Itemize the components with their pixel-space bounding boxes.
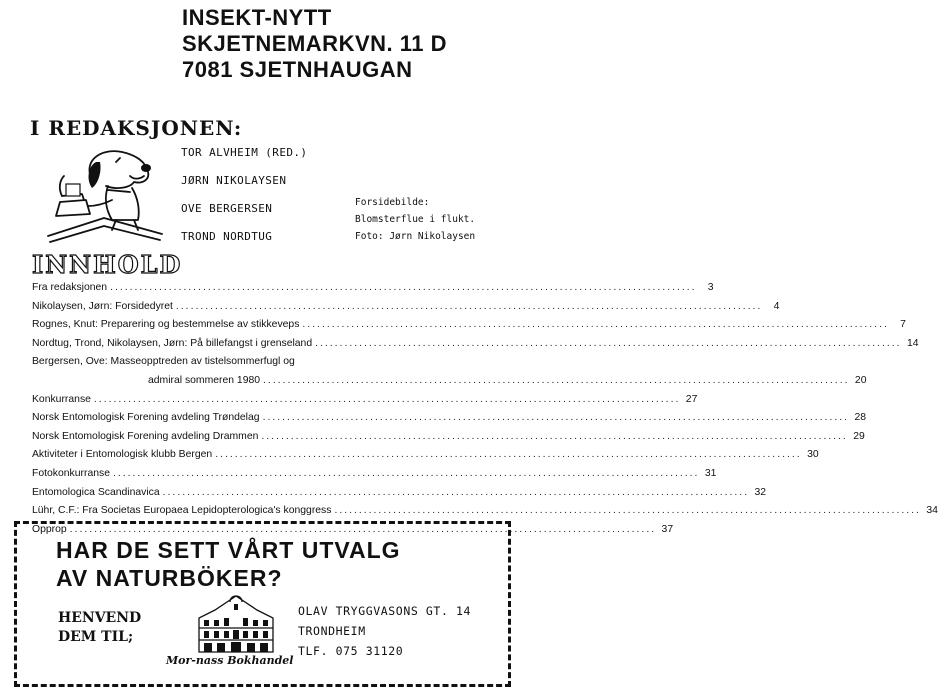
toc-entry-title: Entomologica Scandinavica <box>32 486 160 498</box>
toc-entry-title: admiral sommeren 1980 <box>148 374 261 386</box>
cover-label: Forsidebilde: <box>355 197 430 208</box>
toc-leader: ........................................................................................................................ <box>315 337 902 349</box>
toc-entry <box>32 486 767 506</box>
toc-entry <box>32 393 698 413</box>
toc-leader: ........................................................................................................................ <box>261 430 848 442</box>
toc-entry-title: Norsk Entomologisk Forening avdeling Drammen <box>32 430 259 442</box>
ad-contact-line-2: DEM TIL; <box>58 629 134 645</box>
toc-leader: ........................................................................................................................ <box>262 412 849 424</box>
ad-contact-line-1: HENVEND <box>58 610 142 626</box>
toc-entry-title: Norsk Entomologisk Forening avdeling Trøndelag <box>32 412 260 424</box>
toc-entry <box>32 282 714 301</box>
toc-entry-title: Nordtug, Trond, Nikolaysen, Jørn: På billefangst i grenseland <box>32 337 313 349</box>
toc-leader: ........................................................................................................................ <box>110 282 697 293</box>
editorial-title: I REDAKSJONEN: <box>30 116 243 140</box>
toc-leader: ........................................................................................................................ <box>175 300 763 312</box>
toc-entry-page: 28 <box>854 412 866 424</box>
toc-entry-page: 37 <box>661 523 674 535</box>
address-line-1: INSEKT-NYTT <box>182 5 332 30</box>
toc-leader: ........................................................................................................................ <box>334 505 921 517</box>
toc-entry-page: 29 <box>853 430 865 442</box>
staff-member: TROND NORDTUG <box>181 230 273 243</box>
toc-entry-title: Lühr, C.F.: Fra Societas Europaea Lepidopterologica's konggress <box>32 505 332 517</box>
toc-entry <box>32 319 906 338</box>
toc-entry-title: Fra redaksjonen <box>32 282 108 293</box>
address-line-3: 7081 SJETNHAUGAN <box>182 57 413 82</box>
toc-entry-page: 14 <box>907 337 919 349</box>
toc-entry-page: 3 <box>707 282 714 293</box>
toc-entry <box>32 412 866 431</box>
toc-entry <box>32 430 865 450</box>
staff-member: OVE BERGERSEN <box>181 202 273 215</box>
toc-entry-title: Opprop <box>32 523 67 535</box>
shop-address: OLAV TRYGGVASONS GT. 14 <box>298 604 472 618</box>
cover-photo-credit: Foto: Jørn Nikolaysen <box>355 231 476 242</box>
staff-member: TOR ALVHEIM (RED.) <box>181 146 308 159</box>
toc-entry <box>32 337 919 357</box>
toc-entry-title: Nikolaysen, Jørn: Forsidedyret <box>32 300 173 312</box>
toc-leader: ........................................................................................................................ <box>93 393 681 405</box>
toc-entry <box>32 449 819 468</box>
toc-entry-page: 4 <box>773 300 780 312</box>
shop-city: TRONDHEIM <box>298 624 366 638</box>
toc-entry-title: Konkurranse <box>32 393 91 405</box>
toc-entry <box>32 300 780 320</box>
toc-leader: ........................................................................................................................ <box>302 319 889 331</box>
toc-entry-page: 20 <box>854 374 867 386</box>
toc-entry-title: Fotokonkurranse <box>32 467 110 479</box>
toc-leader: ........................................................................................................................ <box>263 374 850 386</box>
toc-entry-page: 34 <box>926 505 938 517</box>
toc-entry-page: 7 <box>900 319 906 331</box>
toc-entry-page: 31 <box>704 467 717 479</box>
ad-headline-1: HAR DE SETT VÅRT UTVALG <box>56 537 401 563</box>
staff-member: JØRN NIKOLAYSEN <box>181 174 287 187</box>
toc-entry <box>32 467 717 487</box>
toc-entry-page: 30 <box>807 449 819 461</box>
snoopy-typewriter-illustration <box>46 144 164 246</box>
toc-leader: ........................................................................................................................ <box>112 467 700 479</box>
toc-leader: ........................................................................................................................ <box>162 486 750 498</box>
table-of-contents <box>32 282 938 542</box>
toc-entry <box>32 356 490 375</box>
contents-title: INNHOLD <box>32 250 183 279</box>
toc-entry-title: Rognes, Knut: Preparering og bestemmelse av stikkeveps <box>32 319 300 331</box>
shop-phone: TLF. 075 31120 <box>298 644 404 658</box>
toc-entry-page: 32 <box>754 486 767 498</box>
cover-description: Blomsterflue i flukt. <box>355 214 476 225</box>
bookshop-building-illustration <box>195 592 277 654</box>
bookshop-logo: Mor-nass Bokhandel <box>166 654 294 667</box>
toc-leader: ........................................................................................................................ <box>69 523 657 535</box>
toc-entry-title: Bergersen, Ove: Masseopptreden av tistelsommerfugl og <box>32 356 295 368</box>
toc-entry-page: 27 <box>685 393 698 405</box>
toc-entry-continuation <box>32 374 867 394</box>
ad-headline-2: AV NATURBÖKER? <box>56 565 283 591</box>
toc-entry-title: Aktiviteter i Entomologisk klubb Bergen <box>32 449 213 461</box>
address-line-2: SKJETNEMARKVN. 11 D <box>182 31 448 56</box>
toc-leader: ........................................................................................................................ <box>215 449 802 461</box>
